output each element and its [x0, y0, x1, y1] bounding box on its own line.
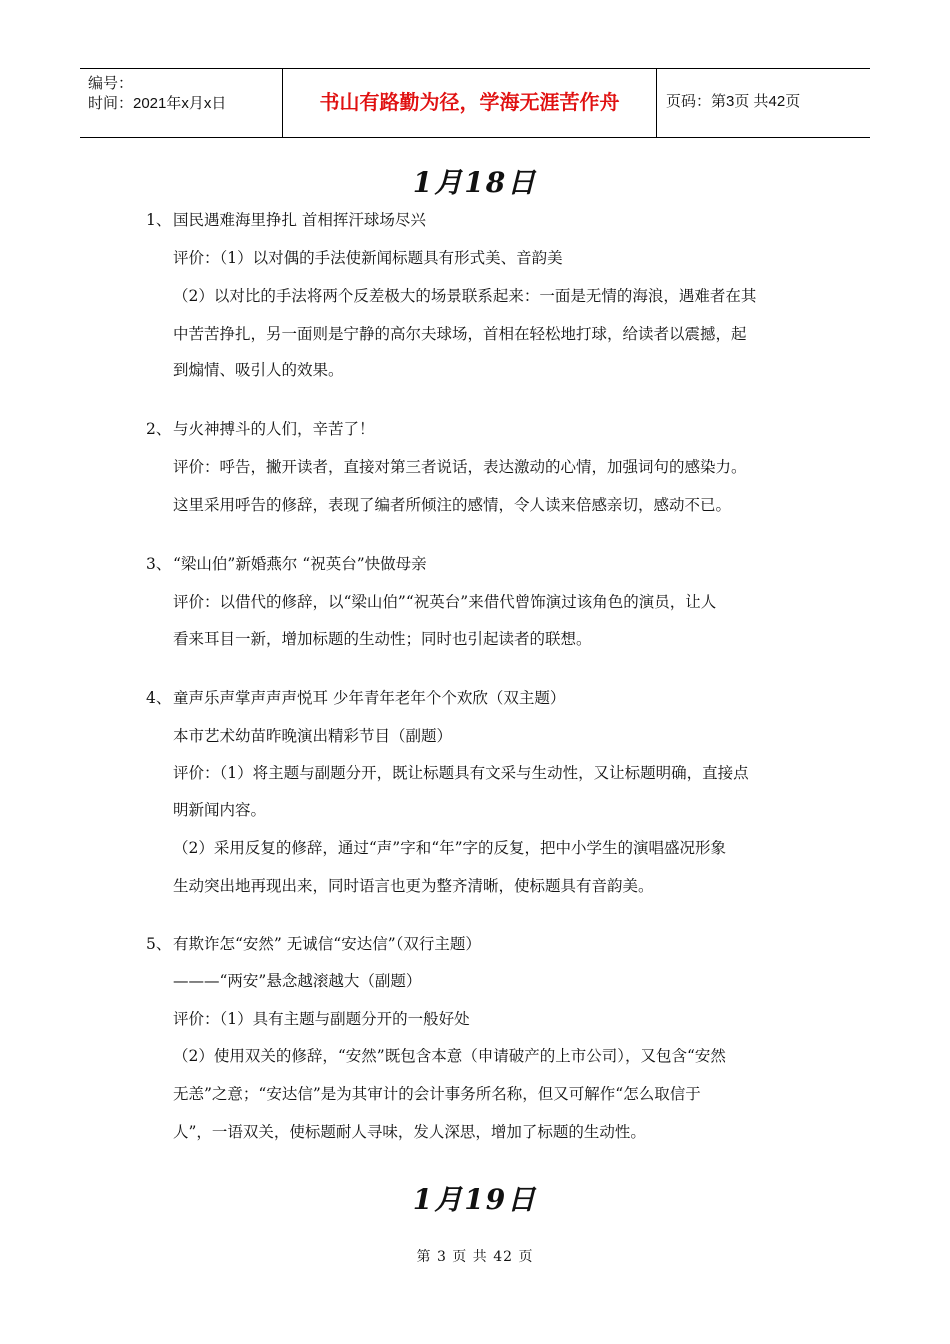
header-left-cell	[80, 69, 282, 137]
item-headline: 童声乐声掌声声声悦耳 少年青年老年个个欢欣（双主题）	[173, 689, 566, 707]
item-line: 评价：以借代的修辞，以“梁山伯”“祝英台”来借代曾饰演过该角色的演员，让人	[173, 593, 717, 611]
item-number: 5、	[146, 935, 172, 953]
item-line: 这里采用呼告的修辞，表现了编者所倾注的感情，令人读来倍感亲切，感动不已。	[173, 496, 732, 514]
item-line: （2）采用反复的修辞，通过“声”字和“年”字的反复，把中小学生的演唱盛况形象	[173, 839, 727, 857]
header-motto: 书山有路勤为径，学海无涯苦作舟	[319, 92, 620, 114]
item-line: （2）使用双关的修辞，“安然”既包含本意（申请破产的上市公司），又包含“安然	[173, 1047, 726, 1065]
document-time-label: 时间：2021年x月x日	[88, 95, 227, 112]
item-line: 人”，一语双关，使标题耐人寻味，发人深思，增加了标题的生动性。	[173, 1123, 646, 1141]
item-headline: 国民遇难海里挣扎 首相挥汗球场尽兴	[173, 211, 426, 229]
document-header	[80, 68, 870, 138]
item-line: 评价：（1）将主题与副题分开，既让标题具有文采与生动性，又让标题明确，直接点	[173, 764, 749, 782]
section-date: 1月19日	[412, 1183, 538, 1216]
header-page-label: 页码：第3页 共42页	[666, 93, 801, 110]
header-page-cell	[656, 69, 870, 137]
item-line: 评价：呼告，撇开读者，直接对第三者说话，表达激动的心情，加强词句的感染力。	[173, 458, 747, 476]
item-line: 无恙”之意；“安达信”是为其审计的会计事务所名称，但又可解作“怎么取信于	[173, 1085, 701, 1103]
item-line: 评价：（1）具有主题与副题分开的一般好处	[173, 1010, 470, 1028]
item-number: 1、	[146, 211, 172, 229]
item-line: 评价：（1）以对偶的手法使新闻标题具有形式美、音韵美	[173, 249, 563, 267]
item-line: 看来耳目一新，增加标题的生动性；同时也引起读者的联想。	[173, 630, 592, 648]
page-footer: 第 3 页 共 42 页	[416, 1249, 534, 1265]
item-subtitle: ———“两安”悬念越滚越大（副题）	[173, 972, 422, 990]
item-number: 2、	[146, 420, 172, 438]
item-line: （2）以对比的手法将两个反差极大的场景联系起来：一面是无情的海浪，遇难者在其	[173, 287, 757, 305]
item-line: 到煽情、吸引人的效果。	[173, 361, 344, 379]
item-subtitle: 本市艺术幼苗昨晚演出精彩节目（副题）	[173, 727, 453, 745]
item-line: 明新闻内容。	[173, 801, 267, 819]
item-headline: 有欺诈怎“安然” 无诚信“安达信”（双行主题）	[173, 935, 481, 953]
header-motto-cell	[282, 69, 657, 137]
item-number: 4、	[146, 689, 172, 707]
item-headline: 与火神搏斗的人们，辛苦了！	[173, 420, 375, 438]
item-line: 中苦苦挣扎，另一面则是宁静的高尔夫球场，首相在轻松地打球，给读者以震撼，起	[173, 325, 747, 343]
item-headline: “梁山伯”新婚燕尔 “祝英台”快做母亲	[173, 555, 427, 573]
document-number-label: 编号：	[88, 75, 134, 92]
section-date: 1月18日	[412, 166, 538, 199]
item-number: 3、	[146, 555, 172, 573]
item-line: 生动突出地再现出来，同时语言也更为整齐清晰，使标题具有音韵美。	[173, 877, 654, 895]
